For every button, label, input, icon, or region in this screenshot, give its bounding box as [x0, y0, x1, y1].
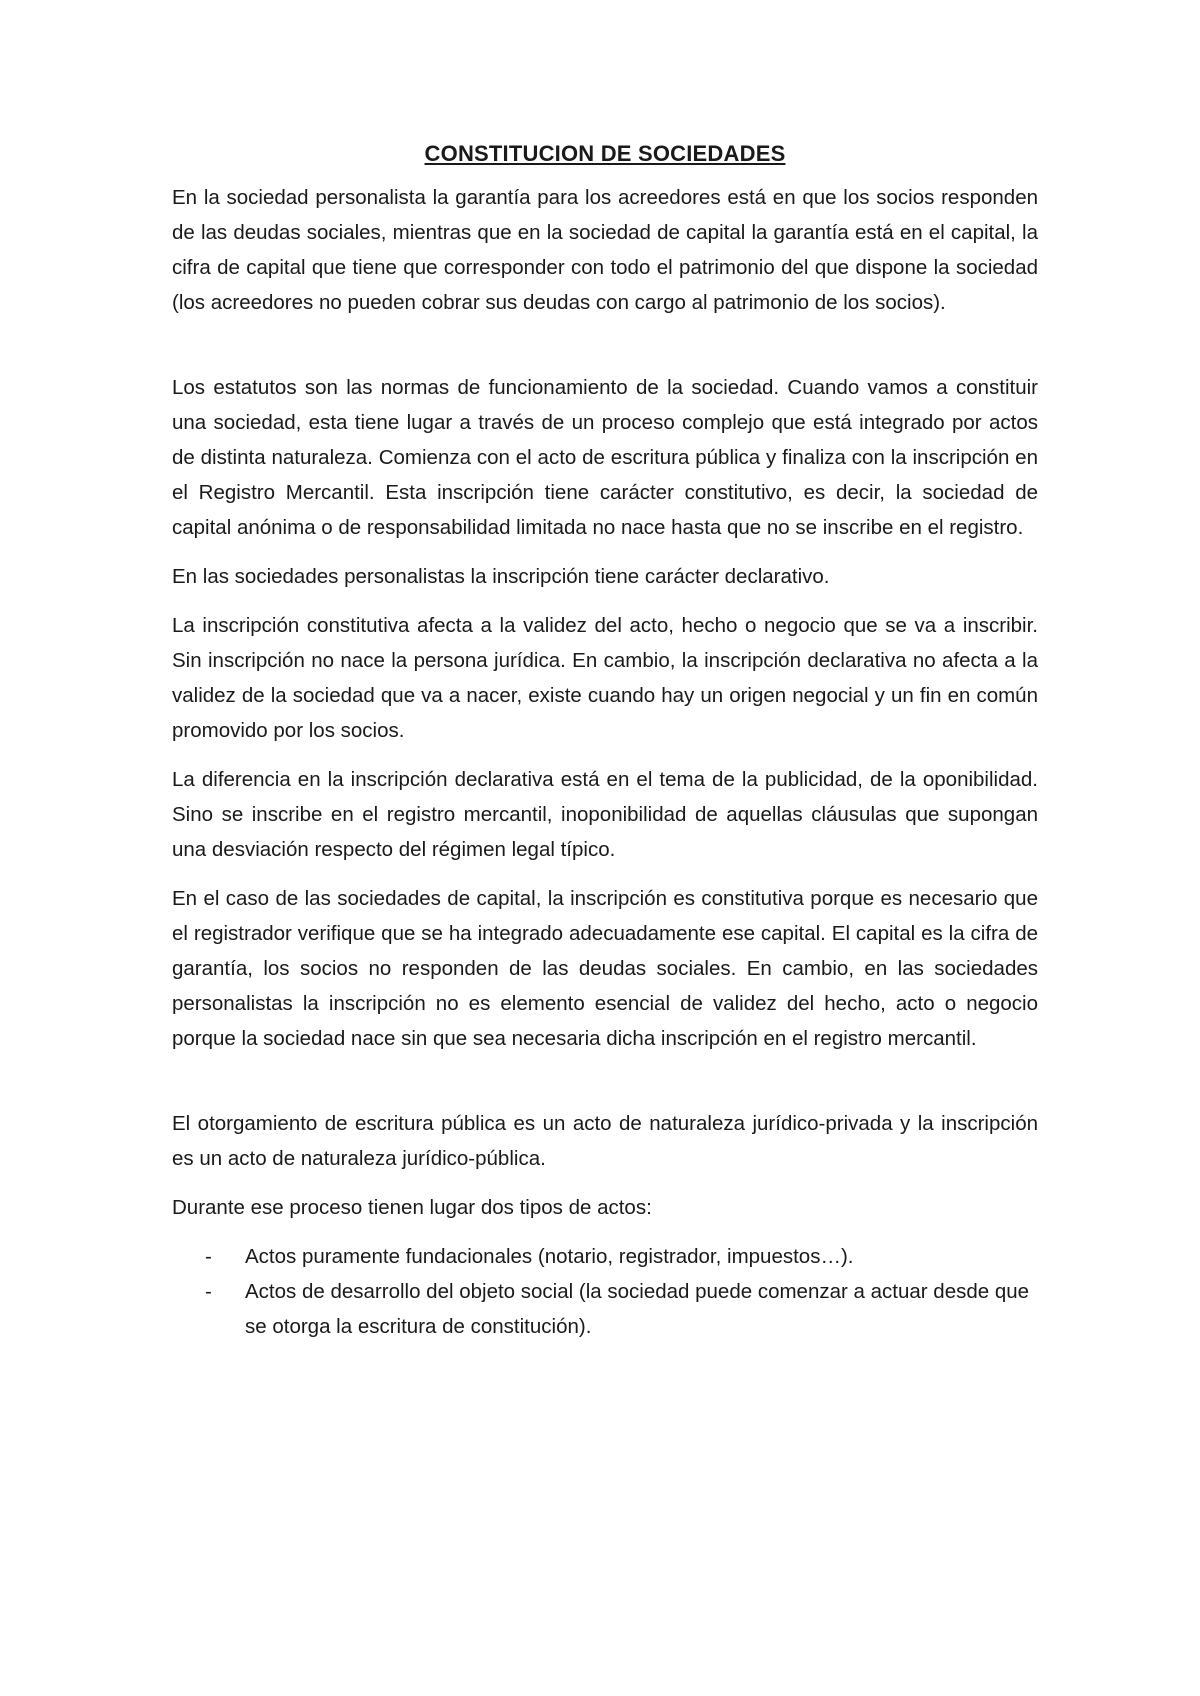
list-dash-marker: - [205, 1280, 212, 1303]
paragraph-personalistas: En las sociedades personalistas la inscripción tiene carácter declarativo. [172, 565, 830, 588]
list-item [172, 1239, 1038, 1274]
list-item [172, 1274, 1038, 1344]
document-title: CONSTITUCION DE SOCIEDADES [424, 141, 786, 166]
list-dash-marker: - [205, 1245, 212, 1268]
paragraph-sociedades-capital: En el caso de las sociedades de capital, la inscripción es constitutiva porque es necesario que el registrador verifique que se ha integrado adecuadamente ese capital. El capital es la cifra de garantía, los socios no responden de las deudas sociales. En cambio, en las sociedades personalistas la inscripción no es elemento esencial de validez del hecho, acto o negocio porque la sociedad nace sin que sea necesaria dicha inscripción en el registro mercantil. [172, 887, 1038, 1050]
paragraph-estatutos: Los estatutos son las normas de funcionamiento de la sociedad. Cuando vamos a constituir una sociedad, esta tiene lugar a través de un proceso complejo que está integrado por actos de distinta naturaleza. Comienza con el acto de escritura pública y finaliza con la inscripción en el Registro Mercantil. Esta inscripción tiene carácter constitutivo, es decir, la sociedad de capital anónima o de responsabilidad limitada no nace hasta que no se inscribe en el registro. [172, 376, 1038, 539]
document-body [172, 140, 1038, 1344]
list-item-text: Actos puramente fundacionales (notario, registrador, impuestos…). [245, 1245, 854, 1268]
actos-list [172, 1239, 1038, 1344]
paragraph-spacer [172, 1070, 1038, 1106]
paragraph-inscripcion-constitutiva: La inscripción constitutiva afecta a la validez del acto, hecho o negocio que se va a inscribir. Sin inscripción no nace la persona jurídica. En cambio, la inscripción declarativa no afecta a la validez de la sociedad que va a nacer, existe cuando hay un origen negocial y un fin en común promovido por los socios. [172, 614, 1038, 742]
paragraph-spacer [172, 334, 1038, 370]
paragraph-otorgamiento: El otorgamiento de escritura pública es un acto de naturaleza jurídico-privada y la inscripción es un acto de naturaleza jurídico-pública. [172, 1112, 1038, 1170]
list-item-text: Actos de desarrollo del objeto social (la sociedad puede comenzar a actuar desde que se otorga la escritura de constitución). [245, 1280, 1030, 1338]
paragraph-garantia: En la sociedad personalista la garantía para los acreedores está en que los socios responden de las deudas sociales, mientras que en la sociedad de capital la garantía está en el capital, la cifra de capital que tiene que corresponder con todo el patrimonio del que dispone la sociedad (los acreedores no pueden cobrar sus deudas con cargo al patrimonio de los socios). [172, 186, 1038, 314]
paragraph-diferencia-declarativa: La diferencia en la inscripción declarativa está en el tema de la publicidad, de la oponibilidad. Sino se inscribe en el registro mercantil, inoponibilidad de aquellas cláusulas que supongan una desviación respecto del régimen legal típico. [172, 768, 1038, 861]
paragraph-proceso: Durante ese proceso tienen lugar dos tipos de actos: [172, 1196, 652, 1219]
